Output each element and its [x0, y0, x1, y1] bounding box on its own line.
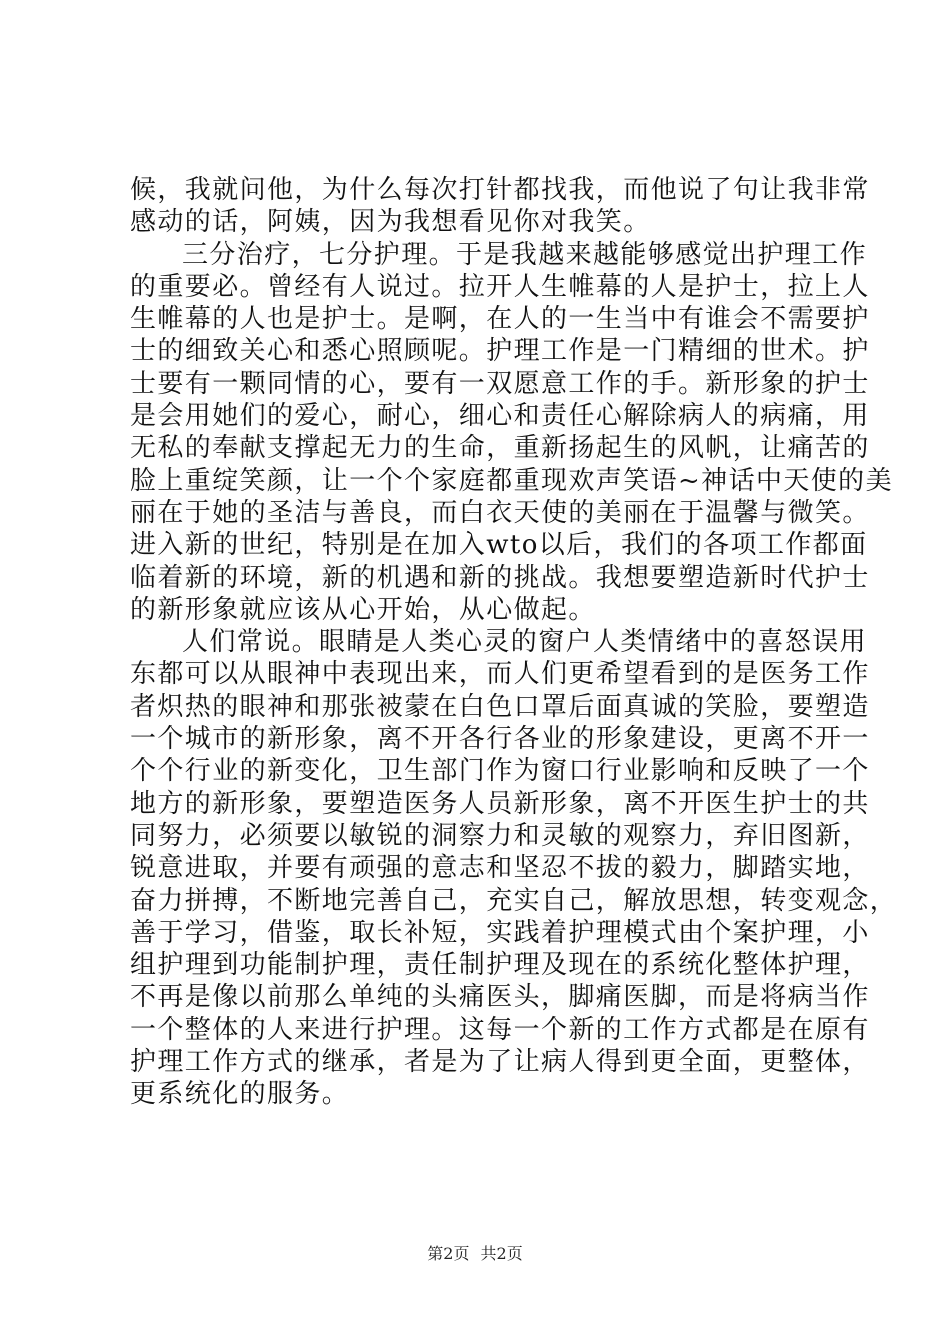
text-line: 的重要必。曾经有人说过。拉开人生帷幕的人是护士，拉上人 [130, 271, 870, 302]
text-line: 更系统化的服务。 [130, 1079, 350, 1110]
text-line: 候，我就问他，为什么每次打针都找我，而他说了句让我非常 [130, 175, 870, 205]
text-line: 脸上重绽笑颜，让一个个家庭都重现欢声笑语~神话中天使的美 [130, 465, 893, 496]
text-line: 组护理到功能制护理，责任制护理及现在的系统化整体护理， [130, 950, 870, 981]
text-line: 个个行业的新变化，卫生部门作为窗口行业影响和反映了一个 [130, 756, 870, 787]
text-line: 奋力拼搏，不断地完善自己，充实自己，解放思想，转变观念， [130, 885, 898, 916]
text-line: 东都可以从眼神中表现出来，而人们更希望看到的是医务工作 [130, 659, 870, 690]
text-line: 地方的新形象，要塑造医务人员新形象，离不开医生护士的共 [130, 788, 870, 819]
text-line: 士的细致关心和悉心照顾呢。护理工作是一门精细的世术。护 [130, 336, 870, 367]
page-footer [0, 1243, 950, 1265]
text-line: 一个整体的人来进行护理。这每一个新的工作方式都是在原有 [130, 1014, 870, 1045]
text-line: 无私的奉献支撑起无力的生命，重新扬起生的风帆，让痛苦的 [130, 433, 870, 464]
text-line: 是会用她们的爱心，耐心，细心和责任心解除病人的病痛，用 [130, 401, 870, 432]
text-line: 一个城市的新形象，离不开各行各业的形象建设，更离不开一 [130, 724, 870, 755]
text-line: 临着新的环境，新的机遇和新的挑战。我想要塑造新时代护士 [130, 562, 870, 593]
text-line: 的新形象就应该从心开始，从心做起。 [130, 594, 596, 625]
text-line: 锐意进取，并要有顽强的意志和坚忍不拔的毅力，脚踏实地， [130, 853, 870, 884]
text-line: 同努力，必须要以敏锐的洞察力和灵敏的观察力，弃旧图新， [130, 820, 870, 851]
paragraph-first-line: 人们常说。眼睛是人类心灵的窗户人类情绪中的喜怒误用 [182, 627, 868, 658]
paragraph-first-line: 三分治疗，七分护理。于是我越来越能够感觉出护理工作 [182, 239, 868, 270]
text-line: 生帷幕的人也是护士。是啊，在人的一生当中有谁会不需要护 [130, 304, 870, 335]
text-line: 丽在于她的圣洁与善良，而白衣天使的美丽在于温馨与微笑。 [130, 497, 870, 528]
page-number: 第2页 [427, 1244, 470, 1263]
text-line: 不再是像以前那么单纯的头痛医头，脚痛医脚，而是将病当作 [130, 982, 870, 1013]
text-line: 善于学习，借鉴，取长补短，实践着护理模式由个案护理，小 [130, 917, 870, 948]
text-line: 士要有一颗同情的心，要有一双愿意工作的手。新形象的护士 [130, 368, 870, 399]
text-line: 感动的话，阿姨，因为我想看见你对我笑。 [130, 207, 651, 238]
page-total: 共2页 [480, 1244, 523, 1263]
text-line: 进入新的世纪，特别是在加入wto以后，我们的各项工作都面 [130, 530, 868, 561]
text-line: 者炽热的眼神和那张被蒙在白色口罩后面真诚的笑脸，要塑造 [130, 691, 870, 722]
document-body [130, 174, 898, 1111]
text-line: 护理工作方式的继承，者是为了让病人得到更全面，更整体， [130, 1047, 870, 1078]
